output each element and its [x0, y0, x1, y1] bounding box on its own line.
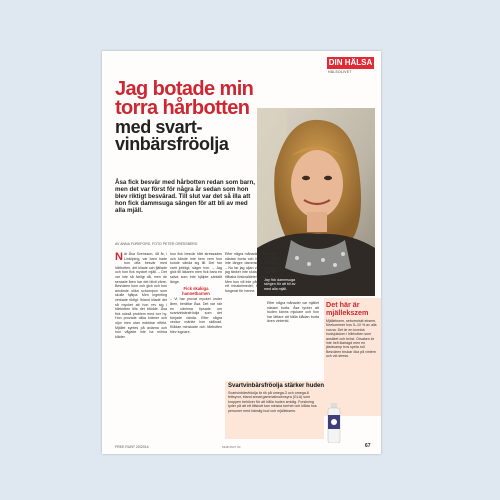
- body-column-1-text: är Åsa Svensson, 48 år, i Linköping, var barn hade hon ofta besvär med hårbotten, det kliade och fjällade och hon fick mycket mjäll. – Det var inte så farligt då, men de senaste åren har det blivit värre. Besvären kom och gick och hon använde olika schampon som skulle hjälpa. Men ingenting verkade riktigt. Ibland kliade det så mycket att hon rev sig i hårbotten tills det blödde. Åsa fick också problem med torr hy. Hon provade olika krämer och oljor men utan märkbar effekt. Mjället syntes på axlarna och hon vågade inte ha mörka kläder.: [115, 252, 167, 339]
- page-number: 67: [365, 443, 371, 449]
- crosshead: Fick skakiga hannetbarnen: [182, 286, 210, 296]
- footer-code: MHB 0MIT 00: [222, 445, 241, 449]
- lead-paragraph: Åsa fick besvär med hårbotten redan som barn, men det var först för några år sedan som hon blev riktigt besvärad. Till slut var det så illa att hon fick dammsuga sängen för att bli av med alla mjäll.: [115, 179, 255, 214]
- factbox-title: Svartvinbärsfröolja stärker huden: [228, 383, 325, 389]
- subheadline: med svart- vinbärsfröolja: [115, 117, 229, 154]
- body-column-2b-text: – Vi har provat mycket under åren, berättar Åsa. Det var när en väninna tipsade om svartvinbärsfröolja som det började vända. Efter några veckor märkte hon skillnad. Klådan minskade och hårbotten blev lugnare.: [170, 297, 222, 334]
- photo-caption: Jag fick dammsuga sängen för att bli av med alla mjäll.: [264, 278, 296, 291]
- body-column-2-text: hon fick besvär hårt stressades och kände inte hem vem hon kunde vända sig till. Det har varit jobbigt, säger hon. – Jag gick till läkaren men fick bara en salva som inte hjälpte särskilt länge.: [170, 252, 222, 284]
- section-subtag: HÄLSOLIVET: [328, 70, 352, 74]
- body-column-4: Efter några månader var mjället nästan borta. Åsa tycker att huden känns mjukare och hon har lättare att hålla klådan borta även vintertid.: [267, 301, 319, 324]
- body-column-1: [115, 252, 167, 432]
- drop-cap: N: [115, 251, 123, 263]
- footer-issue: FREE RUNT 20/2014: [115, 445, 149, 449]
- magazine-page: [102, 51, 381, 454]
- factbox-text: Svartvinbärsfröolja är rik på omega-3 och omega-6 fettsyror, bland annat gammalinolensyra (GLA) som kroppen behöver för att hålla huden smidig. Forskning tyder på att ett tillskott kan minska torrhet och klåda hos personer med känslig hud och mjälleksem.: [228, 391, 317, 413]
- product-bottle-image: [326, 403, 342, 443]
- sidebar-title: Det här är mjällekszem: [326, 300, 369, 317]
- sidebar-text: Mjälleksem, seborroiskt eksem, förekommer hos 5–10 % av alla vuxna. Det är en kronisk hudsjukdom i hårbotten som ansiktet och bröst. Orsaken är inte helt klarlagd men en jästsvamp tros spela roll. Besvären brukar öka på vintern och vid stress.: [326, 319, 377, 359]
- headline: Jag botade min torra hårbotten: [115, 78, 254, 119]
- section-tag: DIN HÄLSA: [328, 58, 373, 67]
- body-column-2: [170, 252, 222, 437]
- byline: AV ANNA FORKFORS, FOTO PETER GRESSBERG: [115, 242, 198, 246]
- body-column-3: Efter några månader var mjället nästan borta och hon behövde inte längre dammsuga sängen. – Nu tar jag oljan varje dag och jag tänker inte sluta. Jag har fått tillbaka livskvaliteten, säger Åsa. Men hon vill inte påstå att det är ett mirakelmedel, bara att det fungerat för henne.: [225, 252, 277, 293]
